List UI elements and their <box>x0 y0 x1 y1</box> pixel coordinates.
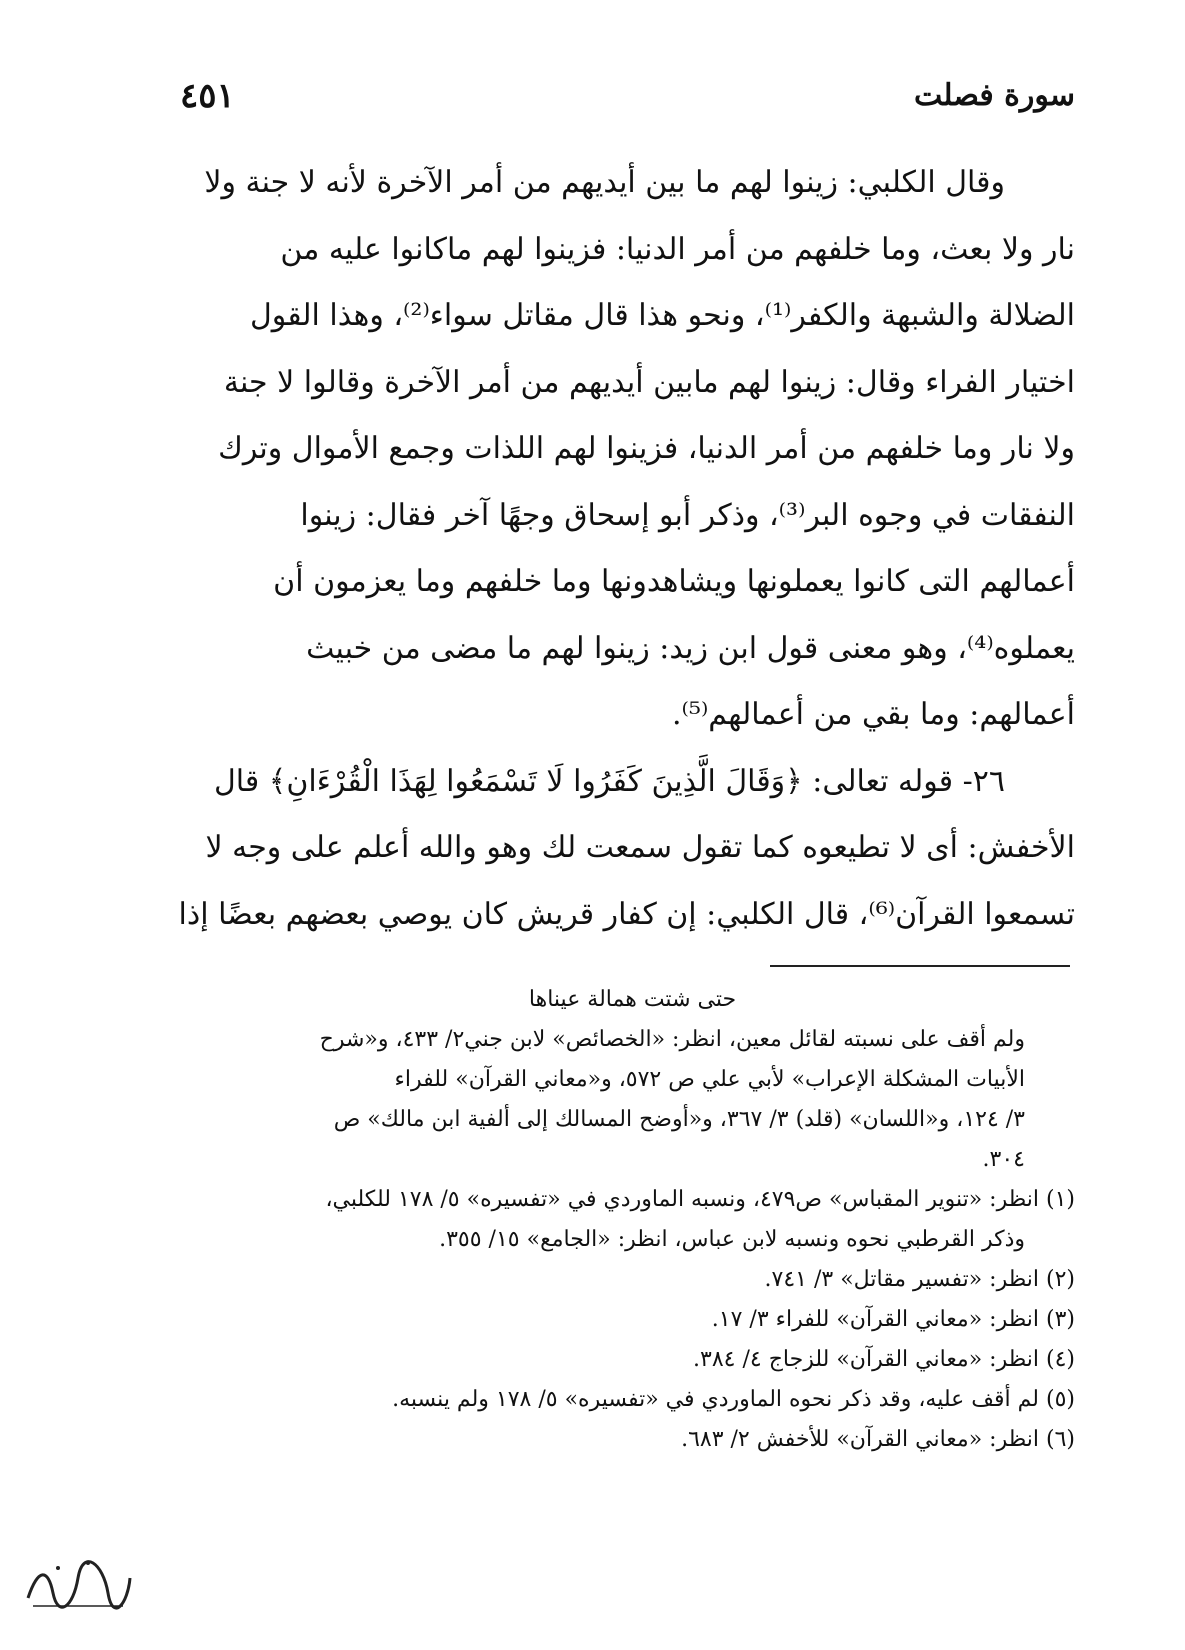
text-line: أعمالهم التى كانوا يعملونها ويشاهدونها وما خلفهم وما يعزمون أن <box>273 564 1075 599</box>
text-line: وقال الكلبي: زينوا لهم ما بين أيديهم من أمر الآخرة لأنه لا جنة ولا <box>204 165 1005 200</box>
text-line: الضلالة والشبهة والكفر⁽¹⁾، ونحو هذا قال مقاتل سواء⁽²⁾، وهذا القول <box>249 298 1075 333</box>
footnote-item: (٦) انظر: «معاني القرآن» للأخفش ٢/ ٦٨٣. <box>681 1427 1075 1452</box>
text-line: اختيار الفراء وقال: زينوا لهم مابين أيديهم من أمر الآخرة وقالوا لا جنة <box>223 364 1075 400</box>
text-line: ٢٦- قوله تعالى: ﴿وَقَالَ الَّذِينَ كَفَرُوا لَا تَسْمَعُوا لِهَذَا الْقُرْءَانِ﴾ قال <box>213 763 1005 799</box>
page-number: ٤٥١ <box>180 76 235 116</box>
footnote-line: الأبيات المشكلة الإعراب» لأبي علي ص ٥٧٢، و«معاني القرآن» للفراء <box>394 1067 1025 1092</box>
text-line: النفقات في وجوه البر⁽³⁾، وذكر أبو إسحاق وجهًا آخر فقال: زينوا <box>300 497 1075 533</box>
footnote-item: (٤) انظر: «معاني القرآن» للزجاج ٤/ ٣٨٤. <box>693 1347 1075 1372</box>
text-line: ولا نار وما خلفهم من أمر الدنيا، فزينوا لهم اللذات وجمع الأموال وترك <box>218 431 1075 466</box>
text-line: نار ولا بعث، وما خلفهم من أمر الدنيا: فزينوا لهم ماكانوا عليه من <box>280 231 1075 267</box>
footnote-item: (٢) انظر: «تفسير مقاتل» ٣/ ٧٤١. <box>764 1267 1075 1292</box>
footnote-line: ٣/ ١٢٤، و«اللسان» (قلد) ٣/ ٣٦٧، و«أوضح المسالك إلى ألفية ابن مالك» ص <box>333 1107 1025 1132</box>
text-line: يعملوه⁽⁴⁾، وهو معنى قول ابن زيد: زينوا لهم ما مضى من خبيث <box>306 630 1075 666</box>
footnote-line: ولم أقف على نسبته لقائل معين، انظر: «الخصائص» لابن جني٢/ ٤٣٣، و«شرح <box>319 1027 1025 1052</box>
footnote-item: (١) انظر: «تنوير المقباس» ص٤٧٩، ونسبه الماوردي في «تفسيره» ٥/ ١٧٨ للكلبي، <box>325 1187 1075 1212</box>
footnote-verse: حتى شتت همالة عيناها <box>528 987 737 1012</box>
main-text <box>110 150 1075 948</box>
text-line: أعمالهم: وما بقي من أعمالهم⁽⁵⁾. <box>672 697 1075 732</box>
footnote-item: (٣) انظر: «معاني القرآن» للفراء ٣/ ١٧. <box>711 1307 1075 1332</box>
footnote-line: ٣٠٤. <box>982 1147 1025 1172</box>
publisher-logo <box>18 1548 138 1618</box>
text-line: تسمعوا القرآن⁽⁶⁾، قال الكلبي: إن كفار قريش كان يوصي بعضهم بعضًا إذا <box>178 896 1075 932</box>
footnote-item: (٥) لم أقف عليه، وقد ذكر نحوه الماوردي في «تفسيره» ٥/ ١٧٨ ولم ينسبه. <box>392 1387 1075 1412</box>
text-line: الأخفش: أى لا تطيعوه كما تقول سمعت لك وهو والله أعلم على وجه لا <box>205 830 1075 865</box>
footnote-separator <box>770 965 1070 967</box>
footnote-line: وذكر القرطبي نحوه ونسبه لابن عباس، انظر: «الجامع» ١٥/ ٣٥٥. <box>439 1227 1025 1252</box>
footnotes <box>110 980 1075 1460</box>
surah-title: سورة فصلت <box>913 78 1075 113</box>
